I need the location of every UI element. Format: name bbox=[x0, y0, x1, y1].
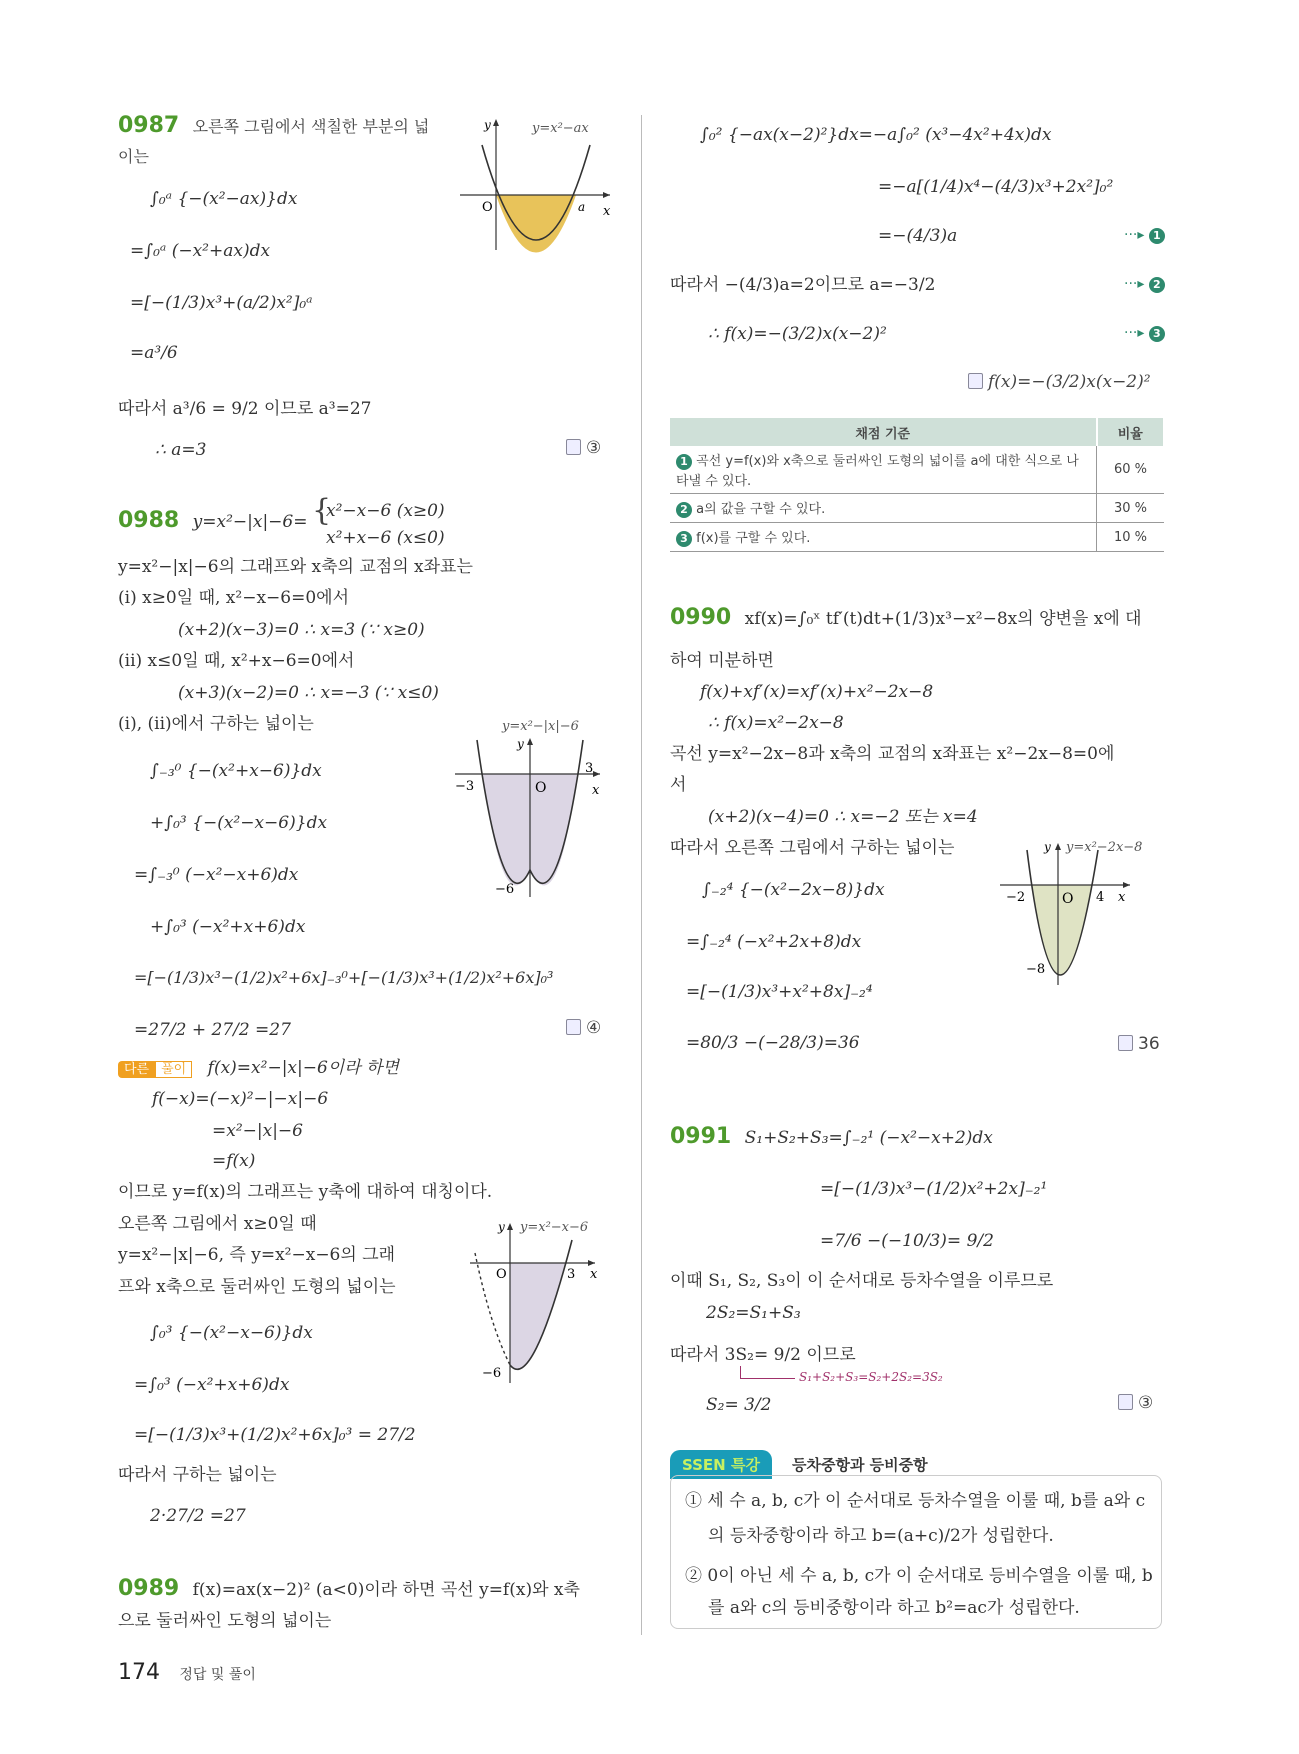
equation-line: =27/2 + 27/2 =27 bbox=[134, 1020, 291, 1040]
equation-line: ∴ f(x)=−(3/2)x(x−2)² bbox=[708, 324, 887, 344]
annotation-note: S₁+S₂+S₃=S₂+2S₂=3S₂ bbox=[799, 1370, 943, 1384]
equation-line: =∫₋₃⁰ (−x²−x+6)dx bbox=[134, 865, 299, 885]
problem-0989-header: 0989 f(x)=ax(x−2)² (a<0)이라 하면 곡선 y=f(x)와 x축 bbox=[118, 1576, 580, 1601]
svg-text:O: O bbox=[1062, 891, 1074, 907]
svg-text:3: 3 bbox=[585, 761, 594, 776]
problem-0991-header: 0991 S₁+S₂+S₃=∫₋₂¹ (−x²−x+2)dx bbox=[670, 1124, 993, 1149]
svg-text:−6: −6 bbox=[482, 1366, 502, 1381]
equation-line: f(−x)=(−x)²−|−x|−6 bbox=[152, 1089, 329, 1109]
text-line: (i) x≥0일 때, x²−x−6=0에서 bbox=[118, 588, 350, 608]
equation-line: =∫₀ᵃ (−x²+ax)dx bbox=[130, 241, 271, 261]
table-row: 1 곡선 y=f(x)와 x축으로 둘러싸인 도형의 넓이를 a에 대한 식으로 나타낼 수 있다. 60 % bbox=[670, 446, 1164, 494]
text-line: 따라서 구하는 넓이는 bbox=[118, 1465, 277, 1485]
svg-text:O: O bbox=[496, 1267, 507, 1282]
ssen-item: 를 a와 c의 등비중항이라 하고 b²=ac가 성립한다. bbox=[708, 1598, 1080, 1618]
svg-text:a: a bbox=[578, 200, 586, 214]
svg-text:−6: −6 bbox=[495, 882, 515, 897]
answer-0991: ③ bbox=[1118, 1393, 1153, 1413]
text-line: 으로 둘러싸인 도형의 넓이는 bbox=[118, 1611, 332, 1631]
text-line: 오른쪽 그림에서 x≥0일 때 bbox=[118, 1214, 317, 1234]
equation-line: =f(x) bbox=[212, 1151, 256, 1171]
ssen-item: ② 0이 아닌 세 수 a, b, c가 이 순서대로 등비수열을 이룰 때, b bbox=[685, 1566, 1153, 1586]
equation-line: =[−(1/3)x³−(1/2)x²+6x]₋₃⁰+[−(1/3)x³+(1/2)x²+6x]₀³ bbox=[134, 968, 554, 987]
equation-line: 따라서 3S₂= 9/2 이므로 bbox=[670, 1345, 856, 1365]
problem-number: 0991 bbox=[670, 1124, 732, 1149]
grading-criteria-table bbox=[670, 418, 1165, 552]
equation-line: (x+2)(x−4)=0 ∴ x=−2 또는 x=4 bbox=[708, 807, 978, 827]
problem-number: 0987 bbox=[118, 113, 180, 138]
equation-line: =−a[(1/4)x⁴−(4/3)x³+2x²]₀² bbox=[878, 177, 1114, 197]
equation-line: =a³/6 bbox=[130, 343, 178, 363]
equation-line: +∫₀³ (−x²+x+6)dx bbox=[150, 917, 306, 937]
equation-line: (x+2)(x−3)=0 ∴ x=3 (∵ x≥0) bbox=[178, 620, 425, 640]
equation-line: ∫₋₂⁴ {−(x²−2x−8)}dx bbox=[702, 880, 885, 900]
svg-text:y=x²−x−6: y=x²−x−6 bbox=[520, 1220, 589, 1235]
note-connector bbox=[740, 1366, 741, 1378]
text-line: 서 bbox=[670, 775, 687, 795]
equation-line: =∫₋₂⁴ (−x²+2x+8)dx bbox=[686, 932, 862, 952]
brace: { bbox=[312, 493, 332, 528]
footer-label: 정답 및 풀이 bbox=[179, 1667, 256, 1683]
criteria-header: 채점 기준 bbox=[670, 418, 1097, 446]
text-line: 이므로 y=f(x)의 그래프는 y축에 대하여 대칭이다. bbox=[118, 1182, 493, 1202]
answer-box-icon bbox=[1118, 1035, 1133, 1051]
svg-text:O: O bbox=[535, 780, 547, 796]
svg-text:−3: −3 bbox=[455, 779, 475, 794]
svg-text:y=x²−2x−8: y=x²−2x−8 bbox=[1066, 840, 1143, 855]
problem-number: 0988 bbox=[118, 508, 180, 533]
svg-text:y: y bbox=[484, 118, 491, 132]
equation-line: 2S₂=S₁+S₃ bbox=[706, 1303, 801, 1323]
svg-text:x: x bbox=[592, 783, 600, 798]
svg-text:O: O bbox=[482, 200, 493, 215]
text-line: 프와 x축으로 둘러싸인 도형의 넓이는 bbox=[118, 1277, 396, 1297]
equation-line: =80/3 −(−28/3)=36 bbox=[686, 1033, 860, 1053]
equation-line: ∫₀³ {−(x²−x−6)}dx bbox=[150, 1323, 313, 1343]
svg-text:x: x bbox=[603, 204, 611, 219]
ssen-item: 의 등차중항이라 하고 b=(a+c)/2가 성립한다. bbox=[708, 1526, 1054, 1546]
equation-line: ∫₀² {−ax(x−2)²}dx=−a∫₀² (x³−4x²+4x)dx bbox=[700, 125, 1052, 145]
svg-text:y=x²−|x|−6: y=x²−|x|−6 bbox=[502, 719, 579, 734]
text-line: 이때 S₁, S₂, S₃이 이 순서대로 등차수열을 이루므로 bbox=[670, 1271, 1054, 1291]
answer-0989: f(x)=−(3/2)x(x−2)² bbox=[968, 372, 1151, 392]
problem-0988-header: 0988 y=x²−|x|−6= bbox=[118, 508, 308, 533]
answer-0988: ④ bbox=[566, 1018, 601, 1038]
equation-line: 따라서 −(4/3)a=2이므로 a=−3/2 bbox=[670, 275, 936, 295]
equation-line: ∴ a=3 bbox=[155, 440, 207, 460]
text-line: y=x²−|x|−6의 그래프와 x축의 교점의 x좌표는 bbox=[118, 557, 473, 577]
equation-line: ∴ f(x)=x²−2x−8 bbox=[708, 713, 844, 733]
text-line: (i), (ii)에서 구하는 넓이는 bbox=[118, 714, 314, 734]
problem-0987-header: 0987 오른쪽 그림에서 색칠한 부분의 넓 bbox=[118, 113, 430, 138]
equation-line: =[−(1/3)x³+(a/2)x²]₀ᵃ bbox=[130, 293, 313, 313]
answer-0987: ③ bbox=[566, 438, 601, 458]
answer-box-icon bbox=[566, 1019, 581, 1035]
equation-line: =[−(1/3)x³+(1/2)x²+6x]₀³ = 27/2 bbox=[134, 1425, 416, 1445]
ratio-header: 비율 bbox=[1097, 418, 1165, 446]
problem-0990-header: 0990 xf(x)=∫₀ˣ tf′(t)dt+(1/3)x³−x²−8x의 양변을 x에 대 bbox=[670, 605, 1142, 630]
svg-text:y=x²−ax: y=x²−ax bbox=[532, 121, 589, 136]
text-line: 이는 bbox=[118, 147, 149, 166]
problem-number: 0990 bbox=[670, 605, 732, 630]
answer-box-icon bbox=[968, 373, 983, 389]
page-number: 174 bbox=[118, 1660, 160, 1685]
equation-line: =−(4/3)a bbox=[878, 226, 958, 246]
text-line: y=x²−|x|−6, 즉 y=x²−x−6의 그래 bbox=[118, 1245, 396, 1265]
answer-box-icon bbox=[1118, 1394, 1133, 1410]
text-line: (ii) x≤0일 때, x²+x−6=0에서 bbox=[118, 651, 355, 671]
graph-0990 bbox=[1000, 835, 1170, 995]
equation-line: =∫₀³ (−x²+x+6)dx bbox=[134, 1375, 290, 1395]
equation-line: =[−(1/3)x³+x²+8x]₋₂⁴ bbox=[686, 982, 873, 1002]
table-row: 2 a의 값을 구할 수 있다. 30 % bbox=[670, 494, 1164, 523]
svg-text:y: y bbox=[498, 1220, 505, 1234]
equation-line: S₂= 3/2 bbox=[706, 1395, 772, 1415]
text-line: 하여 미분하면 bbox=[670, 651, 774, 671]
svg-text:y: y bbox=[517, 737, 524, 751]
text-line: 따라서 오른쪽 그림에서 구하는 넓이는 bbox=[670, 838, 955, 858]
problem-number: 0989 bbox=[118, 1576, 180, 1601]
table-row: 3 f(x)를 구할 수 있다. 10 % bbox=[670, 523, 1164, 552]
ssen-item: ① 세 수 a, b, c가 이 순서대로 등차수열을 이룰 때, b를 a와 c bbox=[685, 1491, 1146, 1511]
ssen-tab: SSEN 특강 bbox=[670, 1450, 772, 1479]
svg-text:y: y bbox=[1044, 840, 1051, 854]
svg-text:x: x bbox=[590, 1267, 598, 1282]
ssen-title: 등차중항과 등비중항 bbox=[792, 1456, 928, 1474]
svg-text:x: x bbox=[1118, 890, 1126, 905]
svg-text:−2: −2 bbox=[1006, 890, 1026, 905]
graph-0988-alt bbox=[460, 1205, 620, 1385]
answer-0990: 36 bbox=[1118, 1034, 1160, 1054]
alt-solution-header: 다른 풀이 f(x)=x²−|x|−6이라 하면 bbox=[118, 1057, 399, 1081]
step-marker-3: ···▸ 3 bbox=[1124, 325, 1165, 342]
equation-line: (x+3)(x−2)=0 ∴ x=−3 (∵ x≤0) bbox=[178, 683, 439, 703]
case-line: x²−x−6 (x≥0) bbox=[326, 501, 445, 521]
step-marker-1: ···▸ 1 bbox=[1124, 227, 1165, 244]
case-line: x²+x−6 (x≤0) bbox=[326, 528, 445, 548]
svg-text:4: 4 bbox=[1096, 890, 1105, 905]
equation-line: 따라서 a³/6 = 9/2 이므로 a³=27 bbox=[118, 399, 372, 419]
equation-line: ∫₋₃⁰ {−(x²+x−6)}dx bbox=[150, 761, 322, 781]
step-marker-2: ···▸ 2 bbox=[1124, 276, 1165, 293]
svg-text:3: 3 bbox=[567, 1267, 576, 1282]
equation-line: ∫₀ᵃ {−(x²−ax)}dx bbox=[150, 189, 298, 209]
equation-line: 2·27/2 =27 bbox=[150, 1506, 246, 1526]
equation-line: =[−(1/3)x³−(1/2)x²+2x]₋₂¹ bbox=[820, 1179, 1048, 1199]
alt-solution-badge: 다른 풀이 bbox=[118, 1059, 192, 1081]
graph-0987 bbox=[460, 115, 620, 255]
equation-line: +∫₀³ {−(x²−x−6)}dx bbox=[150, 813, 328, 833]
text-line: 곡선 y=x²−2x−8과 x축의 교점의 x좌표는 x²−2x−8=0에 bbox=[670, 744, 1115, 764]
answer-box-icon bbox=[566, 439, 581, 455]
equation-line: =x²−|x|−6 bbox=[212, 1121, 303, 1141]
equation-line: =7/6 −(−10/3)= 9/2 bbox=[820, 1231, 994, 1251]
equation-line: f(x)+xf′(x)=xf′(x)+x²−2x−8 bbox=[700, 682, 934, 702]
note-connector bbox=[740, 1378, 795, 1379]
svg-text:−8: −8 bbox=[1026, 962, 1046, 977]
graph-0988 bbox=[455, 712, 620, 902]
column-divider bbox=[641, 115, 642, 1635]
page-footer bbox=[118, 1660, 256, 1685]
